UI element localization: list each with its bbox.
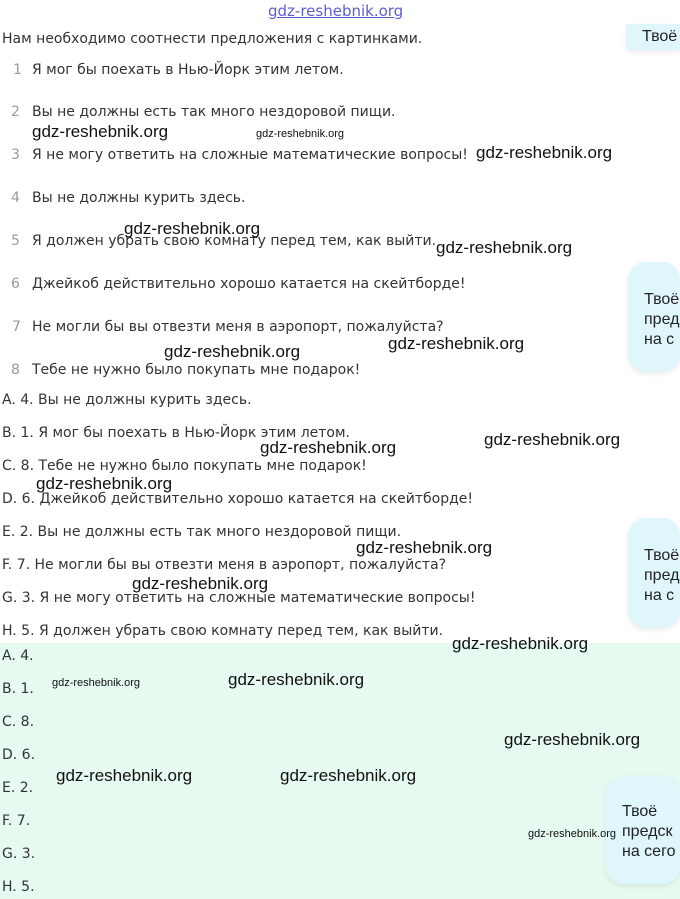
sentence-number: 4 xyxy=(11,190,20,206)
answer-line: F. 7. xyxy=(2,813,31,829)
match-line: G. 3. Я не могу ответить на сложные математические вопросы! xyxy=(2,590,476,606)
watermark: gdz-reshebnik.org xyxy=(36,474,173,493)
sentence-number: 8 xyxy=(11,362,20,378)
answer-line: C. 8. xyxy=(2,714,35,730)
watermark: gdz-reshebnik.org xyxy=(476,143,613,162)
watermark: gdz-reshebnik.org xyxy=(484,430,621,449)
watermark: gdz-reshebnik.org xyxy=(164,342,301,361)
sentence-number: 5 xyxy=(11,233,20,249)
promo-card[interactable] xyxy=(628,518,680,628)
answer-line: B. 1. xyxy=(2,681,34,697)
promo-card-line: Твоё xyxy=(644,547,680,564)
header-site-link[interactable]: gdz-reshebnik.org xyxy=(268,2,404,20)
promo-card-line: Твоё xyxy=(622,803,658,820)
match-line: H. 5. Я должен убрать свою комнату перед тем, как выйти. xyxy=(2,623,444,639)
promo-card-line: на сего xyxy=(622,843,676,860)
task-intro: Нам необходимо соотнести предложения с картинками. xyxy=(2,31,423,47)
sentence-number: 6 xyxy=(11,276,20,292)
watermark: gdz-reshebnik.org xyxy=(356,538,493,557)
promo-card-line: на с xyxy=(644,331,675,348)
watermark: gdz-reshebnik.org xyxy=(132,574,269,593)
sentence-text: Тебе не нужно было покупать мне подарок! xyxy=(32,362,361,378)
answer-line: E. 2. xyxy=(2,780,34,796)
match-line: C. 8. Тебе не нужно было покупать мне подарок! xyxy=(2,458,367,474)
sentence-text: Я не могу ответить на сложные математические вопросы! xyxy=(32,147,468,163)
watermark: gdz-reshebnik.org xyxy=(32,122,169,141)
answer-line: H. 5. xyxy=(2,879,35,895)
watermark: gdz-reshebnik.org xyxy=(124,219,261,238)
promo-card-line: предск xyxy=(622,823,673,840)
promo-card[interactable] xyxy=(626,24,680,50)
watermark: gdz-reshebnik.org xyxy=(388,334,525,353)
answer-line: D. 6. xyxy=(2,747,36,763)
sentence-number: 3 xyxy=(11,147,20,163)
match-line: E. 2. Вы не должны есть так много нездоровой пищи. xyxy=(2,524,402,540)
promo-card-line: пред xyxy=(644,311,680,328)
promo-card-line: Твоё xyxy=(644,291,680,308)
sentence-number: 2 xyxy=(11,104,20,120)
sentence-text: Вы не должны есть так много нездоровой пищи. xyxy=(32,104,396,120)
watermark: gdz-reshebnik.org xyxy=(260,438,397,457)
promo-card-line: на с xyxy=(644,587,675,604)
match-line: B. 1. Я мог бы поехать в Нью-Йорк этим летом. xyxy=(2,425,351,441)
watermark: gdz-reshebnik.org xyxy=(280,766,417,785)
promo-card[interactable] xyxy=(628,262,680,372)
sentence-text: Джейкоб действительно хорошо катается на скейтборде! xyxy=(32,276,466,292)
match-line: D. 6. Джейкоб действительно хорошо катается на скейтборде! xyxy=(2,491,474,507)
sentence-text: Я должен убрать свою комнату перед тем, как выйти. xyxy=(32,233,437,249)
answer-line: A. 4. xyxy=(2,648,34,664)
match-line: F. 7. Не могли бы вы отвезти меня в аэропорт, пожалуйста? xyxy=(2,557,447,573)
promo-card-line: Твоё xyxy=(642,28,678,45)
match-line: A. 4. Вы не должны курить здесь. xyxy=(2,392,252,408)
sentence-text: Не могли бы вы отвезти меня в аэропорт, пожалуйста? xyxy=(32,319,444,335)
watermark: gdz-reshebnik.org xyxy=(436,238,573,257)
sentence-text: Я мог бы поехать в Нью-Йорк этим летом. xyxy=(32,62,344,78)
watermark: gdz-reshebnik.org xyxy=(256,128,345,140)
sentence-text: Вы не должны курить здесь. xyxy=(32,190,246,206)
watermark: gdz-reshebnik.org xyxy=(504,730,641,749)
promo-card[interactable] xyxy=(606,776,680,884)
answer-line: G. 3. xyxy=(2,846,36,862)
watermark: gdz-reshebnik.org xyxy=(52,677,141,689)
watermark: gdz-reshebnik.org xyxy=(528,828,617,840)
promo-card-line: пред xyxy=(644,567,680,584)
watermark: gdz-reshebnik.org xyxy=(452,634,589,653)
watermark: gdz-reshebnik.org xyxy=(228,670,365,689)
watermark: gdz-reshebnik.org xyxy=(56,766,193,785)
sentence-number: 7 xyxy=(12,319,21,335)
sentence-number: 1 xyxy=(13,62,22,78)
